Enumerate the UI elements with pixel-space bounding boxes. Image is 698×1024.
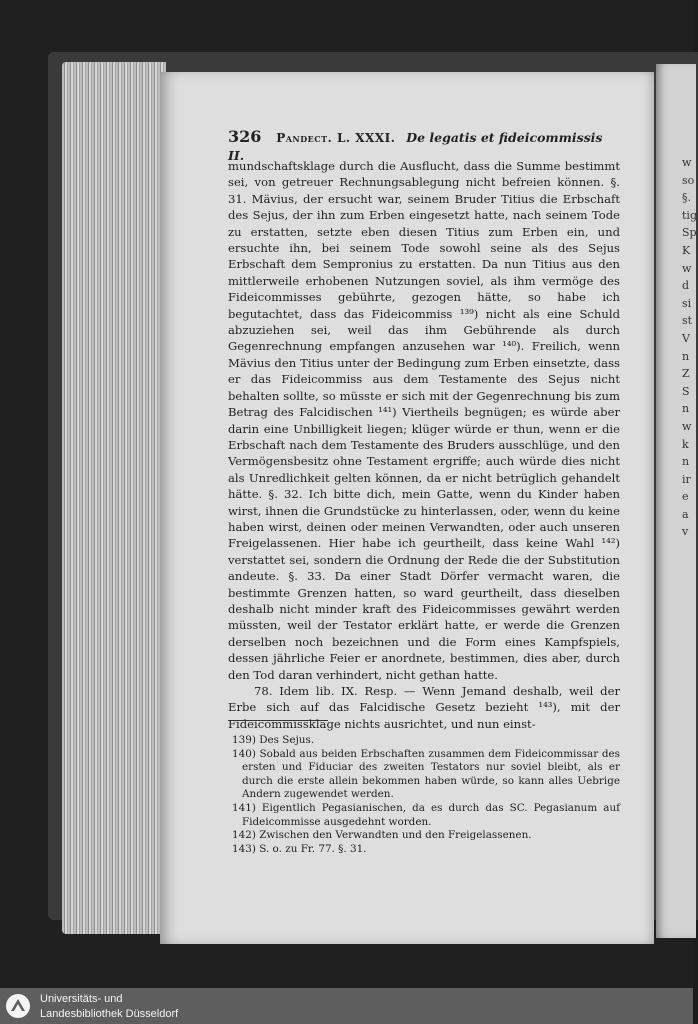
next-page-fragment: e (682, 490, 689, 504)
page-edges (62, 62, 166, 934)
running-title: Pandect. L. XXXI. (276, 131, 396, 145)
right-page-fragment (656, 64, 696, 938)
next-page-fragment: n (682, 402, 690, 416)
paragraph: mundschaftsklage durch die Ausflucht, dass die Summe bestimmt sei, von getreuer Rechnungsablegung nicht befreien können. §. 31. Mävius, der ersucht war, seinem Bruder Titius die Erbschaft des Sejus, der ihn zum Erben eingesetzt hatte, nach seinem Tode zu erstatten, setzte eben diesen Titius zum Erben ein, und ersuchte ihn, bei seinem Tode sowohl seine als des Sejus Erbschaft dem Sempronius zu erstatten. Da nun Titius aus den mittlerweile erhobenen Nutzungen soviel, als ihm vermöge des Fideicommisses gebührte, gezogen hätte, so habe ich begutachtet, dass das Fideicommiss ¹³⁹) nicht als eine Schuld abzuziehen sei, weil das ihm Gebührende als durch Gegenrechnung empfangen anzusehen war ¹⁴⁰). Freilich, wenn Mävius den Titius unter der Bedingung zum Erben einsetzte, dass er das Fideicommiss aus dem Testamente des Sejus nicht behalten sollte, so müsste er sich mit der Gegenrechnung bis zum Betrag des Falcidischen ¹⁴¹) Viertheils begnügen; es würde aber darin eine Unbilligkeit liegen; klüger würde er thun, wenn er die Erbschaft nach dem Testamente des Bruders ausschlüge, und den Vermögensbesitz ohne Testament ergriffe; auch würde dies nicht als Unredlichkeit gelten können, da er nicht betrüglich gehandelt hätte. §. 32. Ich bitte dich, mein Gatte, wenn du Kinder haben wirst, ihnen die Grundstücke zu hinterlassen, oder, wenn du keine haben wirst, deinen oder meinen Verwandten, oder auch unseren Freigelassenen. Hier habe ich geurtheilt, dass keine Wahl ¹⁴²) verstattet sei, sondern die Ordnung der Rede die der Substitution andeute. §. 33. Da einer Stadt Dörfer vermacht waren, die bestimmte Grenzen hatten, so ward geurtheilt, dass dieselben deshalb nicht minder kraft des Fideicommisses gewährt werden müssten, weil der Testator erklärt hatte, er werde die Grenzen derselben noch bezeichnen und die Form eines Kampfspiels, dessen jährliche Feier er anordnete, bestimmen, dies aber, durch den Tod daran verhindert, nicht gethan hatte. (228, 159, 620, 682)
footnote: 140) Sobald aus beiden Erbschaften zusammen dem Fideicommissar des ersten und Fiduciar des zweiten Testators nur soviel bleibt, als er durch die erste allein bekommen haben würde, so kann alles Uebrige Andern zugewendet werden. (232, 747, 620, 801)
next-page-fragment: Z (682, 367, 690, 381)
next-page-fragment: so (682, 173, 695, 187)
next-page-fragment: tig (682, 208, 697, 222)
footnote-rule (228, 720, 328, 721)
running-header (228, 127, 620, 163)
main-text (228, 158, 620, 732)
next-page-fragment: w (682, 156, 692, 169)
next-page-fragment: st (682, 314, 693, 328)
next-page-fragment: §. (682, 191, 691, 205)
next-page-fragment: V (682, 331, 690, 345)
next-page-fragment: a (682, 507, 689, 521)
next-page-fragment: K (682, 243, 691, 257)
next-page-fragment: n (682, 349, 690, 363)
running-subtitle: De legatis et fideicommissis II. (228, 130, 603, 163)
footnote: 139) Des Sejus. (232, 734, 315, 746)
next-page-fragment: v (682, 525, 689, 539)
library-name-line1: Universitäts- und (40, 993, 123, 1005)
next-page-fragment: S (682, 384, 690, 398)
ulb-logo-icon (5, 993, 31, 1019)
next-page-fragment: n (682, 455, 690, 469)
next-page-fragment: si (682, 296, 692, 310)
next-page-fragment: k (682, 437, 689, 451)
paragraph: 78. Idem lib. IX. Resp. — Wenn Jemand deshalb, weil der Erbe sich auf das Falcidische Gesetz bezieht ¹⁴³), mit der Fideicommissklage nichts ausrichtet, und nun einst- (228, 684, 620, 731)
library-name-line2: Landesbibliothek Düsseldorf (40, 1008, 179, 1020)
next-page-fragment: ir (682, 472, 691, 486)
next-page-fragment: Sp (682, 226, 697, 240)
next-page-fragment: w (682, 261, 692, 275)
footnote: 141) Eigentlich Pegasianischen, da es durch das SC. Pegasianum auf Fideicommisse ausgedehnt worden. (232, 801, 620, 828)
next-page-fragment: d (682, 279, 690, 293)
page-number: 326 (228, 127, 262, 146)
footnotes (232, 734, 620, 856)
footnote: 143) S. o. zu Fr. 77. §. 31. (232, 842, 367, 855)
footnote: 142) Zwischen den Verwandten und den Freigelassenen. (232, 829, 532, 842)
next-page-fragment: w (682, 419, 692, 433)
